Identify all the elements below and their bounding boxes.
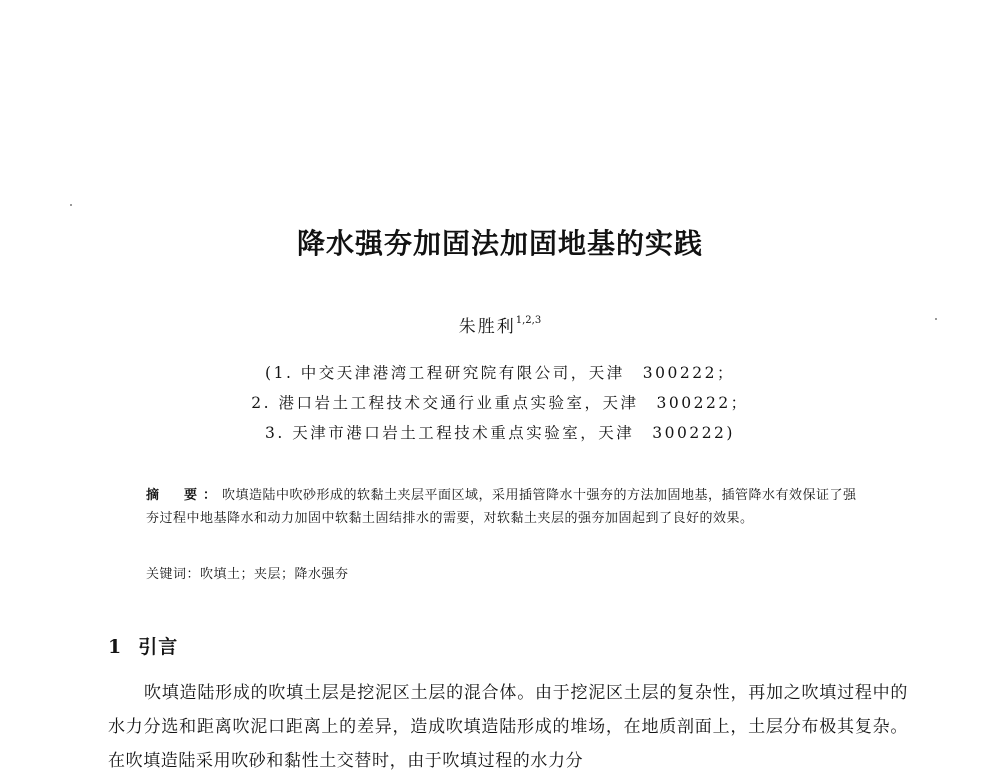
affiliations	[0, 358, 1000, 448]
abstract-label: 摘 要：	[146, 488, 223, 503]
abstract	[146, 484, 866, 530]
affiliation-line: 2. 港口岩土工程技术交通行业重点实验室，天津 300222；	[251, 394, 749, 412]
keywords	[146, 563, 349, 586]
section-number: 1	[108, 636, 123, 658]
author-affiliation-markers: 1,2,3	[515, 315, 542, 327]
section-title: 引言	[138, 636, 179, 658]
abstract-text: 吹填造陆中吹砂形成的软黏土夹层平面区域，采用插管降水十强夯的方法加固地基，插管降水有效保证了强夯过程中地基降水和动力加固中软黏土固结排水的需要，对软黏土夹层的强夯加固起到了良好的效果。	[146, 488, 857, 526]
affiliation-line: 3. 天津市港口岩土工程技术重点实验室，天津 300222)	[265, 424, 735, 442]
section-heading	[108, 632, 178, 659]
keywords-text: 吹填土；夹层；降水强夯	[200, 567, 349, 582]
keywords-label: 关键词：	[146, 567, 201, 582]
author-name: 朱胜利	[458, 317, 516, 337]
scan-speck	[70, 204, 72, 206]
paper-title: 降水强夯加固法加固地基的实践	[296, 227, 703, 260]
affiliation-line: (1. 中交天津港湾工程研究院有限公司，天津 300222；	[265, 364, 735, 382]
body-paragraph: 吹填造陆形成的吹填土层是挖泥区土层的混合体。由于挖泥区土层的复杂性，再加之吹填过程中的水力分选和距离吹泥口距离上的差异，造成吹填造陆形成的堆场，在地质剖面上，土层分布极其复杂。在吹填造陆采用吹砂和黏性土交替时，由于吹填过程的水力分	[108, 683, 908, 771]
author-line	[0, 312, 1000, 337]
